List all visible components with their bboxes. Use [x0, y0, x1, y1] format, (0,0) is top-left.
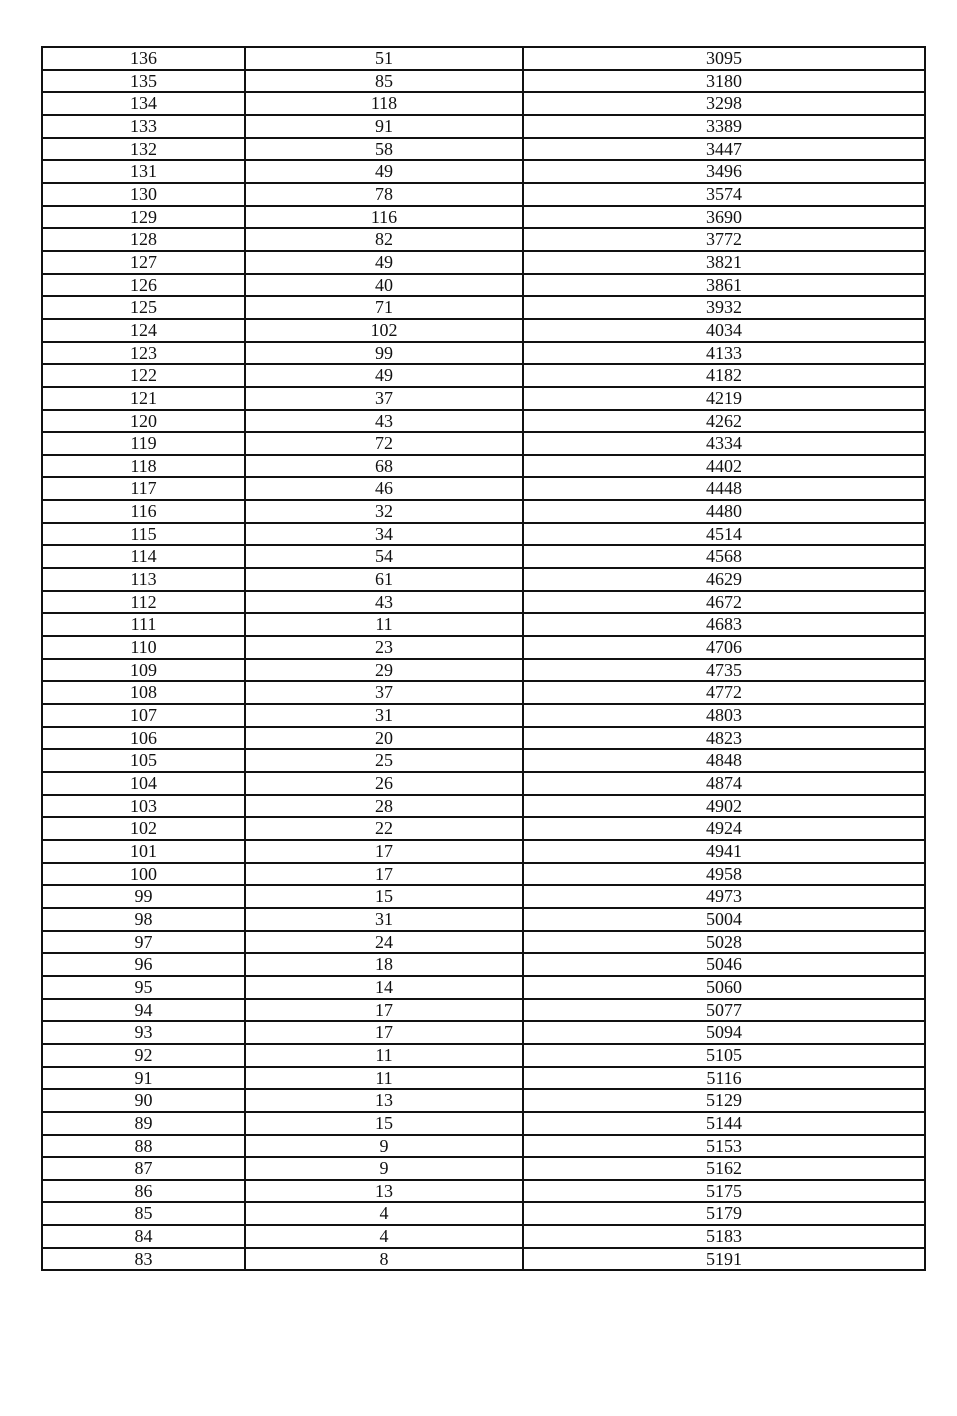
- count-cell: 18: [245, 953, 523, 976]
- count-cell: 31: [245, 704, 523, 727]
- count-cell: 15: [245, 885, 523, 908]
- table-row: [42, 70, 925, 93]
- table-row: [42, 183, 925, 206]
- score-cell: 100: [42, 863, 245, 886]
- count-cell: 37: [245, 681, 523, 704]
- cumulative-cell: 4402: [523, 455, 925, 478]
- count-cell: 11: [245, 613, 523, 636]
- cumulative-cell: 4848: [523, 749, 925, 772]
- cumulative-cell: 4133: [523, 342, 925, 365]
- table-row: [42, 455, 925, 478]
- table-row: [42, 1044, 925, 1067]
- table-row: [42, 138, 925, 161]
- score-cell: 115: [42, 523, 245, 546]
- cumulative-cell: 5028: [523, 931, 925, 954]
- score-cell: 86: [42, 1180, 245, 1203]
- cumulative-cell: 4941: [523, 840, 925, 863]
- score-cell: 116: [42, 500, 245, 523]
- cumulative-cell: 4334: [523, 432, 925, 455]
- count-cell: 24: [245, 931, 523, 954]
- count-cell: 40: [245, 274, 523, 297]
- cumulative-cell: 4683: [523, 613, 925, 636]
- score-cell: 97: [42, 931, 245, 954]
- cumulative-cell: 5191: [523, 1248, 925, 1271]
- score-cell: 94: [42, 999, 245, 1022]
- score-cell: 117: [42, 477, 245, 500]
- score-cell: 108: [42, 681, 245, 704]
- score-cell: 109: [42, 659, 245, 682]
- count-cell: 51: [245, 47, 523, 70]
- score-distribution-table: [41, 46, 926, 1271]
- table-row: [42, 749, 925, 772]
- table-row: [42, 1112, 925, 1135]
- cumulative-cell: 4874: [523, 772, 925, 795]
- cumulative-cell: 4568: [523, 545, 925, 568]
- score-cell: 87: [42, 1157, 245, 1180]
- cumulative-cell: 5129: [523, 1089, 925, 1112]
- cumulative-cell: 3095: [523, 47, 925, 70]
- table-row: [42, 1248, 925, 1271]
- table-row: [42, 795, 925, 818]
- count-cell: 118: [245, 92, 523, 115]
- table-row: [42, 863, 925, 886]
- table-row: [42, 206, 925, 229]
- count-cell: 43: [245, 410, 523, 433]
- table-row: [42, 115, 925, 138]
- score-cell: 102: [42, 817, 245, 840]
- score-cell: 126: [42, 274, 245, 297]
- count-cell: 32: [245, 500, 523, 523]
- score-cell: 91: [42, 1067, 245, 1090]
- score-cell: 135: [42, 70, 245, 93]
- count-cell: 4: [245, 1225, 523, 1248]
- cumulative-cell: 4924: [523, 817, 925, 840]
- table-row: [42, 1225, 925, 1248]
- score-cell: 84: [42, 1225, 245, 1248]
- table-row: [42, 999, 925, 1022]
- table-row: [42, 1021, 925, 1044]
- cumulative-cell: 4219: [523, 387, 925, 410]
- table-row: [42, 1135, 925, 1158]
- count-cell: 68: [245, 455, 523, 478]
- count-cell: 49: [245, 251, 523, 274]
- table-row: [42, 840, 925, 863]
- count-cell: 26: [245, 772, 523, 795]
- cumulative-cell: 5183: [523, 1225, 925, 1248]
- count-cell: 49: [245, 160, 523, 183]
- cumulative-cell: 4448: [523, 477, 925, 500]
- cumulative-cell: 3447: [523, 138, 925, 161]
- count-cell: 15: [245, 1112, 523, 1135]
- cumulative-cell: 5105: [523, 1044, 925, 1067]
- cumulative-cell: 4772: [523, 681, 925, 704]
- cumulative-cell: 4629: [523, 568, 925, 591]
- score-cell: 85: [42, 1202, 245, 1225]
- table-row: [42, 885, 925, 908]
- cumulative-cell: 4735: [523, 659, 925, 682]
- cumulative-cell: 4182: [523, 364, 925, 387]
- score-cell: 96: [42, 953, 245, 976]
- score-cell: 112: [42, 591, 245, 614]
- score-cell: 133: [42, 115, 245, 138]
- table-row: [42, 92, 925, 115]
- score-cell: 95: [42, 976, 245, 999]
- score-cell: 129: [42, 206, 245, 229]
- score-cell: 122: [42, 364, 245, 387]
- table-row: [42, 523, 925, 546]
- cumulative-cell: 3574: [523, 183, 925, 206]
- cumulative-cell: 5116: [523, 1067, 925, 1090]
- count-cell: 28: [245, 795, 523, 818]
- table-row: [42, 772, 925, 795]
- table-row: [42, 704, 925, 727]
- count-cell: 99: [245, 342, 523, 365]
- table-row: [42, 342, 925, 365]
- score-cell: 103: [42, 795, 245, 818]
- count-cell: 9: [245, 1157, 523, 1180]
- cumulative-cell: 5144: [523, 1112, 925, 1135]
- count-cell: 43: [245, 591, 523, 614]
- count-cell: 22: [245, 817, 523, 840]
- table-row: [42, 410, 925, 433]
- score-cell: 127: [42, 251, 245, 274]
- count-cell: 82: [245, 228, 523, 251]
- table-row: [42, 817, 925, 840]
- table-row: [42, 568, 925, 591]
- table-row: [42, 387, 925, 410]
- score-cell: 110: [42, 636, 245, 659]
- score-cell: 134: [42, 92, 245, 115]
- table-row: [42, 545, 925, 568]
- count-cell: 8: [245, 1248, 523, 1271]
- table-row: [42, 681, 925, 704]
- cumulative-cell: 4823: [523, 727, 925, 750]
- score-cell: 125: [42, 296, 245, 319]
- count-cell: 25: [245, 749, 523, 772]
- count-cell: 29: [245, 659, 523, 682]
- cumulative-cell: 4803: [523, 704, 925, 727]
- table-row: [42, 432, 925, 455]
- score-cell: 104: [42, 772, 245, 795]
- score-cell: 88: [42, 1135, 245, 1158]
- cumulative-cell: 3180: [523, 70, 925, 93]
- cumulative-cell: 3772: [523, 228, 925, 251]
- table-row: [42, 1089, 925, 1112]
- score-cell: 130: [42, 183, 245, 206]
- count-cell: 17: [245, 1021, 523, 1044]
- count-cell: 58: [245, 138, 523, 161]
- table-row: [42, 251, 925, 274]
- table-row: [42, 364, 925, 387]
- cumulative-cell: 4034: [523, 319, 925, 342]
- score-cell: 128: [42, 228, 245, 251]
- count-cell: 11: [245, 1067, 523, 1090]
- count-cell: 17: [245, 999, 523, 1022]
- cumulative-cell: 5060: [523, 976, 925, 999]
- cumulative-cell: 5094: [523, 1021, 925, 1044]
- table-row: [42, 976, 925, 999]
- table-row: [42, 160, 925, 183]
- table-row: [42, 591, 925, 614]
- score-cell: 98: [42, 908, 245, 931]
- cumulative-cell: 4262: [523, 410, 925, 433]
- cumulative-cell: 5153: [523, 1135, 925, 1158]
- cumulative-cell: 4706: [523, 636, 925, 659]
- table-row: [42, 1202, 925, 1225]
- count-cell: 54: [245, 545, 523, 568]
- table-row: [42, 636, 925, 659]
- score-cell: 124: [42, 319, 245, 342]
- cumulative-cell: 4514: [523, 523, 925, 546]
- count-cell: 91: [245, 115, 523, 138]
- score-cell: 136: [42, 47, 245, 70]
- score-cell: 93: [42, 1021, 245, 1044]
- cumulative-cell: 3389: [523, 115, 925, 138]
- count-cell: 13: [245, 1180, 523, 1203]
- count-cell: 9: [245, 1135, 523, 1158]
- score-cell: 120: [42, 410, 245, 433]
- score-cell: 132: [42, 138, 245, 161]
- score-cell: 99: [42, 885, 245, 908]
- cumulative-cell: 5004: [523, 908, 925, 931]
- table-row: [42, 47, 925, 70]
- table-body: [42, 47, 925, 1270]
- cumulative-cell: 4973: [523, 885, 925, 908]
- table-row: [42, 953, 925, 976]
- table-row: [42, 477, 925, 500]
- table-row: [42, 613, 925, 636]
- score-cell: 89: [42, 1112, 245, 1135]
- table-row: [42, 659, 925, 682]
- score-cell: 92: [42, 1044, 245, 1067]
- score-cell: 83: [42, 1248, 245, 1271]
- score-cell: 114: [42, 545, 245, 568]
- score-cell: 131: [42, 160, 245, 183]
- cumulative-cell: 4480: [523, 500, 925, 523]
- count-cell: 102: [245, 319, 523, 342]
- cumulative-cell: 5162: [523, 1157, 925, 1180]
- score-cell: 113: [42, 568, 245, 591]
- table-row: [42, 319, 925, 342]
- cumulative-cell: 4902: [523, 795, 925, 818]
- count-cell: 31: [245, 908, 523, 931]
- count-cell: 49: [245, 364, 523, 387]
- cumulative-cell: 3298: [523, 92, 925, 115]
- count-cell: 61: [245, 568, 523, 591]
- count-cell: 34: [245, 523, 523, 546]
- count-cell: 11: [245, 1044, 523, 1067]
- count-cell: 20: [245, 727, 523, 750]
- count-cell: 14: [245, 976, 523, 999]
- count-cell: 85: [245, 70, 523, 93]
- table-row: [42, 296, 925, 319]
- cumulative-cell: 4672: [523, 591, 925, 614]
- table-row: [42, 908, 925, 931]
- count-cell: 37: [245, 387, 523, 410]
- count-cell: 72: [245, 432, 523, 455]
- count-cell: 23: [245, 636, 523, 659]
- table-row: [42, 727, 925, 750]
- cumulative-cell: 5046: [523, 953, 925, 976]
- cumulative-cell: 4958: [523, 863, 925, 886]
- count-cell: 78: [245, 183, 523, 206]
- count-cell: 17: [245, 840, 523, 863]
- score-cell: 106: [42, 727, 245, 750]
- count-cell: 71: [245, 296, 523, 319]
- score-cell: 111: [42, 613, 245, 636]
- count-cell: 4: [245, 1202, 523, 1225]
- cumulative-cell: 3821: [523, 251, 925, 274]
- cumulative-cell: 5077: [523, 999, 925, 1022]
- table-row: [42, 931, 925, 954]
- count-cell: 13: [245, 1089, 523, 1112]
- cumulative-cell: 3932: [523, 296, 925, 319]
- table-row: [42, 500, 925, 523]
- table-row: [42, 1067, 925, 1090]
- cumulative-cell: 3861: [523, 274, 925, 297]
- count-cell: 17: [245, 863, 523, 886]
- score-cell: 105: [42, 749, 245, 772]
- table-row: [42, 228, 925, 251]
- cumulative-cell: 3496: [523, 160, 925, 183]
- score-cell: 119: [42, 432, 245, 455]
- count-cell: 46: [245, 477, 523, 500]
- score-cell: 118: [42, 455, 245, 478]
- score-cell: 121: [42, 387, 245, 410]
- count-cell: 116: [245, 206, 523, 229]
- score-cell: 123: [42, 342, 245, 365]
- cumulative-cell: 5179: [523, 1202, 925, 1225]
- cumulative-cell: 3690: [523, 206, 925, 229]
- score-cell: 90: [42, 1089, 245, 1112]
- table-row: [42, 1157, 925, 1180]
- score-cell: 101: [42, 840, 245, 863]
- score-cell: 107: [42, 704, 245, 727]
- table-row: [42, 1180, 925, 1203]
- cumulative-cell: 5175: [523, 1180, 925, 1203]
- table-row: [42, 274, 925, 297]
